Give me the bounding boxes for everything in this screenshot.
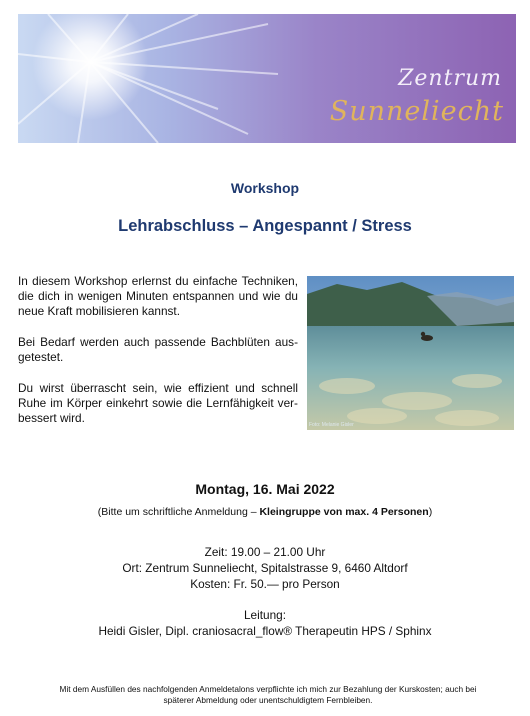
lake-photo [307,276,514,430]
section-kicker: Workshop [230,180,300,196]
event-time: Zeit: 19.00 – 21.00 Uhr [204,545,326,559]
footnote-line: späterer Abmeldung oder unentschuldigtem Fernbleiben. [163,695,373,705]
page-title: Lehrabschluss – Angespannt / Stress [118,217,412,235]
event-cost: Kosten: Fr. 50.— pro Person [190,577,340,591]
intro-text [18,274,298,442]
intro-paragraph: Du wirst überrascht sein, wie effizient und schnell Ruhe im Körper einkehrt sowie die Lernfähigkeit ver-bessert wird. [18,381,298,425]
registration-prefix: (Bitte um schriftliche Anmeldung – [97,506,260,518]
event-place: Ort: Zentrum Sunneliecht, Spitalstrasse 9, 6460 Altdorf [122,561,408,575]
registration-suffix: ) [428,506,433,518]
leadership [0,607,530,639]
event-date: Montag, 16. Mai 2022 [195,481,335,497]
registration-footnote [18,684,518,706]
registration-note [0,506,530,518]
header-banner [18,14,516,143]
registration-group-size: Kleingruppe von max. 4 Personen [259,506,429,518]
brand-name-line1: Zentrum [398,66,502,91]
leadership-name: Heidi Gisler, Dipl. craniosacral_flow® Therapeutin HPS / Sphinx [98,624,432,638]
intro-paragraph: In diesem Workshop erlernst du einfache Techniken, die dich in wenigen Minuten entspannen und wie du neue Kraft mobilisieren kannst. [18,274,298,318]
event-details [0,544,530,592]
leadership-label: Leitung: [244,608,286,622]
footnote-line: Mit dem Ausfüllen des nachfolgenden Anmeldetalons verpflichte ich mich zur Bezahlung der Kurskosten; auch bei [59,684,477,694]
intro-paragraph: Bei Bedarf werden auch passende Bachblüten aus-getestet. [18,335,298,364]
photo-credit: Foto: Melanie Gisler [309,422,354,428]
brand-name-line2: Sunneliecht [329,96,504,127]
